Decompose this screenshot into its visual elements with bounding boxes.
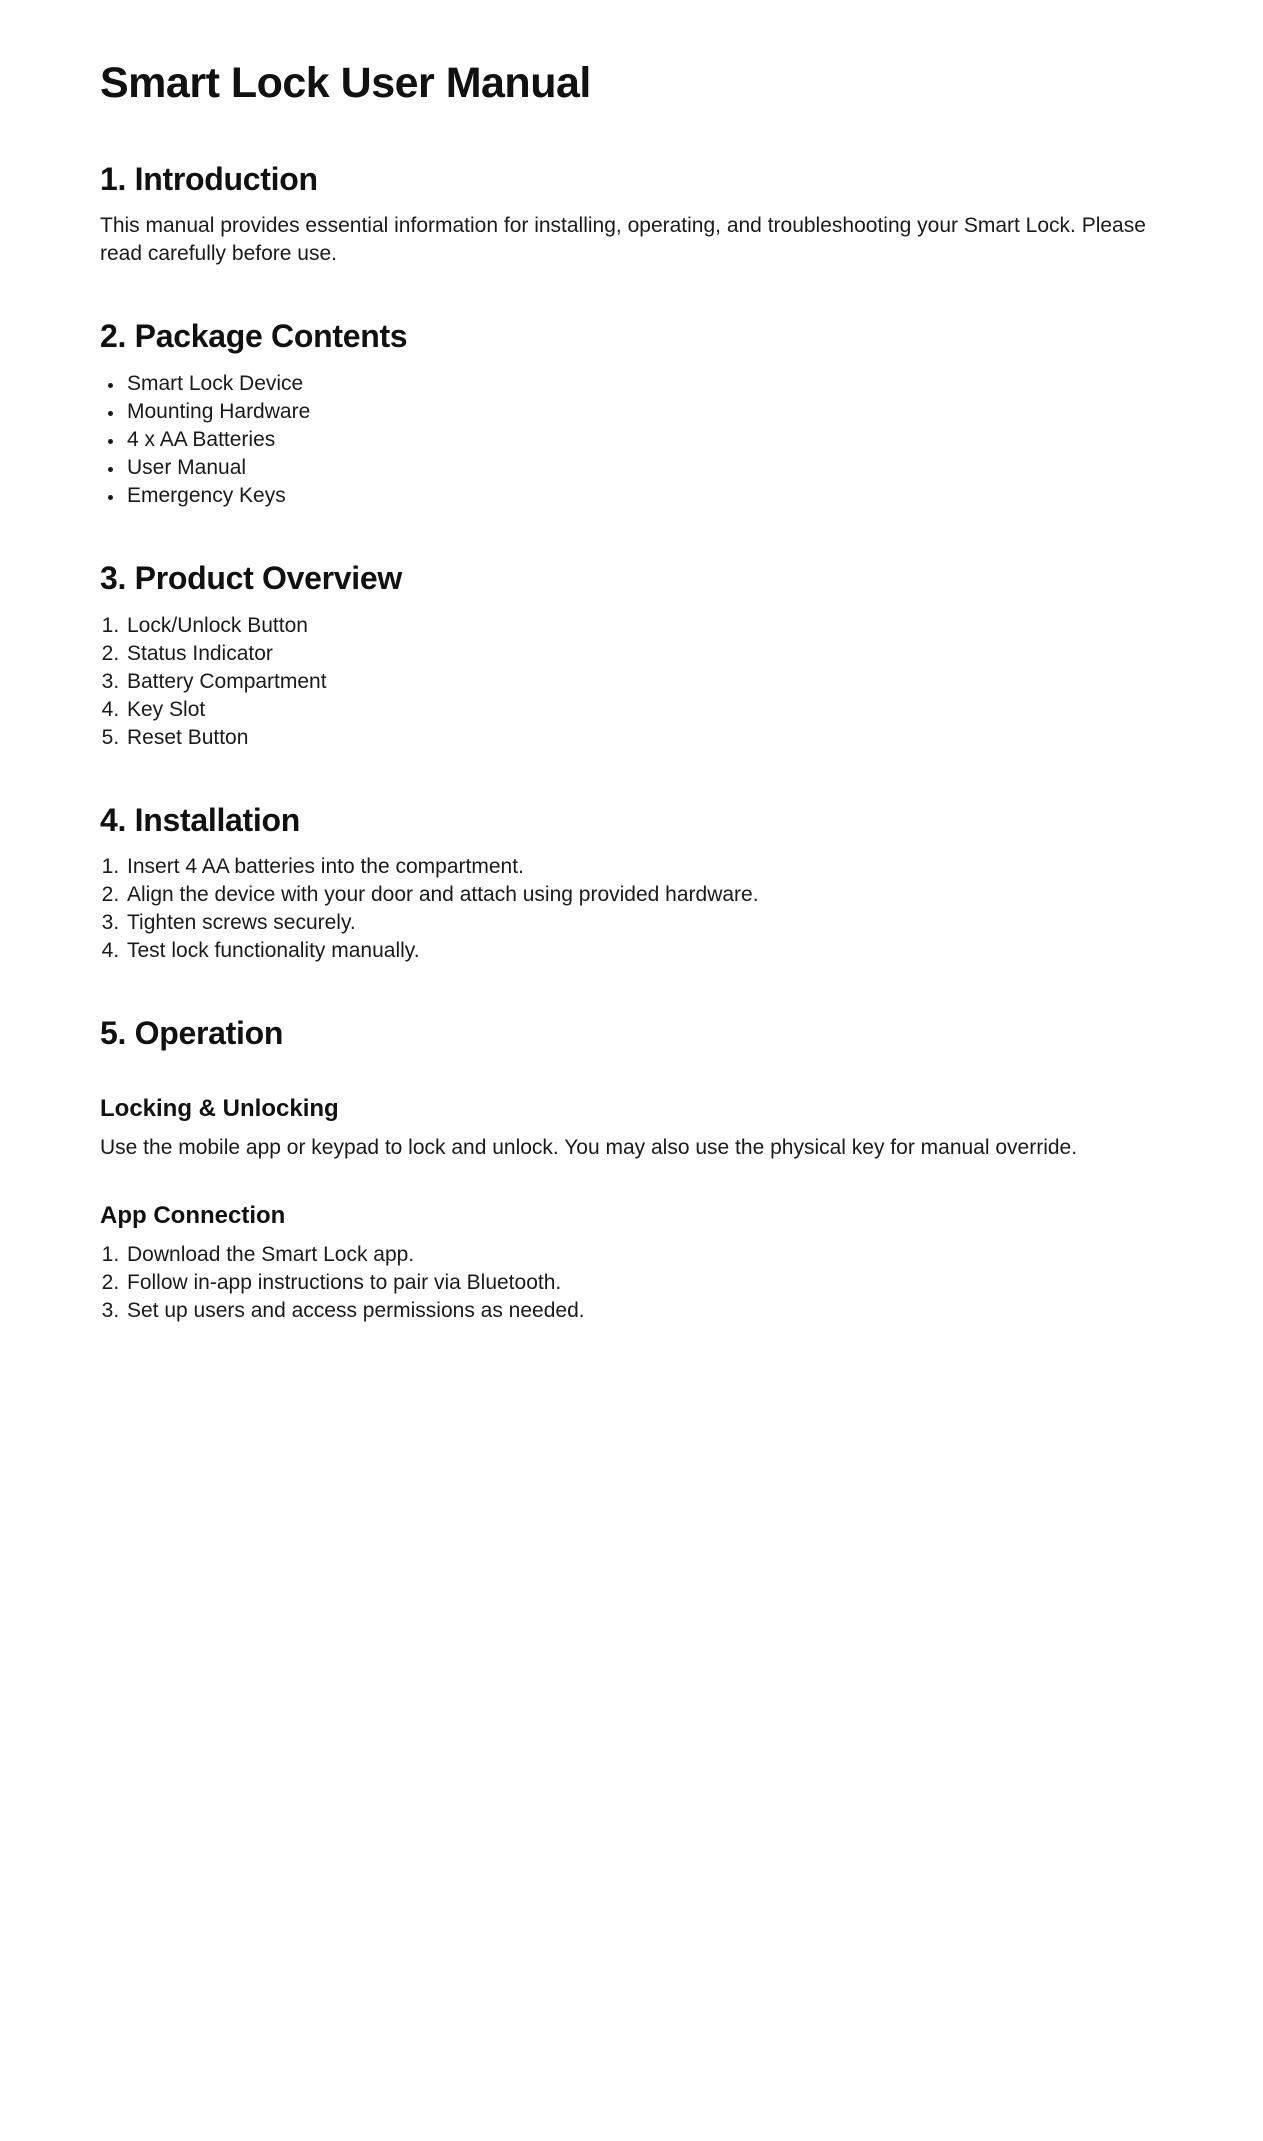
section-heading-operation: 5. Operation bbox=[100, 1015, 284, 1052]
locking-unlocking-paragraph: Use the mobile app or keypad to lock and unlock. You may also use the physical key for manual override. bbox=[100, 1135, 1078, 1159]
list-item: 1. Lock/Unlock Button bbox=[125, 612, 1163, 640]
installation-steps-list bbox=[100, 853, 1163, 965]
subsection-heading-app-connection: App Connection bbox=[100, 1201, 286, 1229]
list-item: • Mounting Hardware bbox=[125, 398, 1163, 426]
section-introduction bbox=[100, 159, 1163, 269]
package-contents-list bbox=[100, 370, 1163, 510]
list-item: 2. Align the device with your door and attach using provided hardware. bbox=[125, 881, 1163, 909]
section-heading-package-contents: 2. Package Contents bbox=[100, 318, 408, 355]
section-heading-installation: 4. Installation bbox=[100, 801, 300, 838]
section-product-overview bbox=[100, 558, 1163, 752]
list-item: 2. Status Indicator bbox=[125, 640, 1163, 668]
section-installation bbox=[100, 800, 1163, 966]
list-item: • 4 x AA Batteries bbox=[125, 426, 1163, 454]
document-title: Smart Lock User Manual bbox=[100, 59, 591, 107]
list-item: 3. Set up users and access permissions as needed. bbox=[125, 1297, 1163, 1325]
section-operation bbox=[100, 1013, 1163, 1325]
list-item: 3. Tighten screws securely. bbox=[125, 909, 1163, 937]
list-item: 1. Insert 4 AA batteries into the compartment. bbox=[125, 853, 1163, 881]
list-item: • Smart Lock Device bbox=[125, 370, 1163, 398]
list-item: • Emergency Keys bbox=[125, 482, 1163, 510]
section-package-contents bbox=[100, 316, 1163, 510]
list-item: 1. Download the Smart Lock app. bbox=[125, 1241, 1163, 1269]
section-heading-product-overview: 3. Product Overview bbox=[100, 559, 402, 596]
list-item: 2. Follow in-app instructions to pair via Bluetooth. bbox=[125, 1269, 1163, 1297]
list-item: 5. Reset Button bbox=[125, 724, 1163, 752]
product-overview-list bbox=[100, 612, 1163, 752]
list-item: 3. Battery Compartment bbox=[125, 668, 1163, 696]
list-item: 4. Key Slot bbox=[125, 696, 1163, 724]
app-connection-steps-list bbox=[100, 1241, 1163, 1325]
introduction-paragraph: This manual provides essential information for installing, operating, and troubleshooting your Smart Lock. Please read carefully before use. bbox=[100, 214, 1146, 266]
list-item: 4. Test lock functionality manually. bbox=[125, 937, 1163, 965]
list-item: • User Manual bbox=[125, 454, 1163, 482]
subsection-heading-locking-unlocking: Locking & Unlocking bbox=[100, 1094, 339, 1122]
section-heading-introduction: 1. Introduction bbox=[100, 160, 318, 197]
